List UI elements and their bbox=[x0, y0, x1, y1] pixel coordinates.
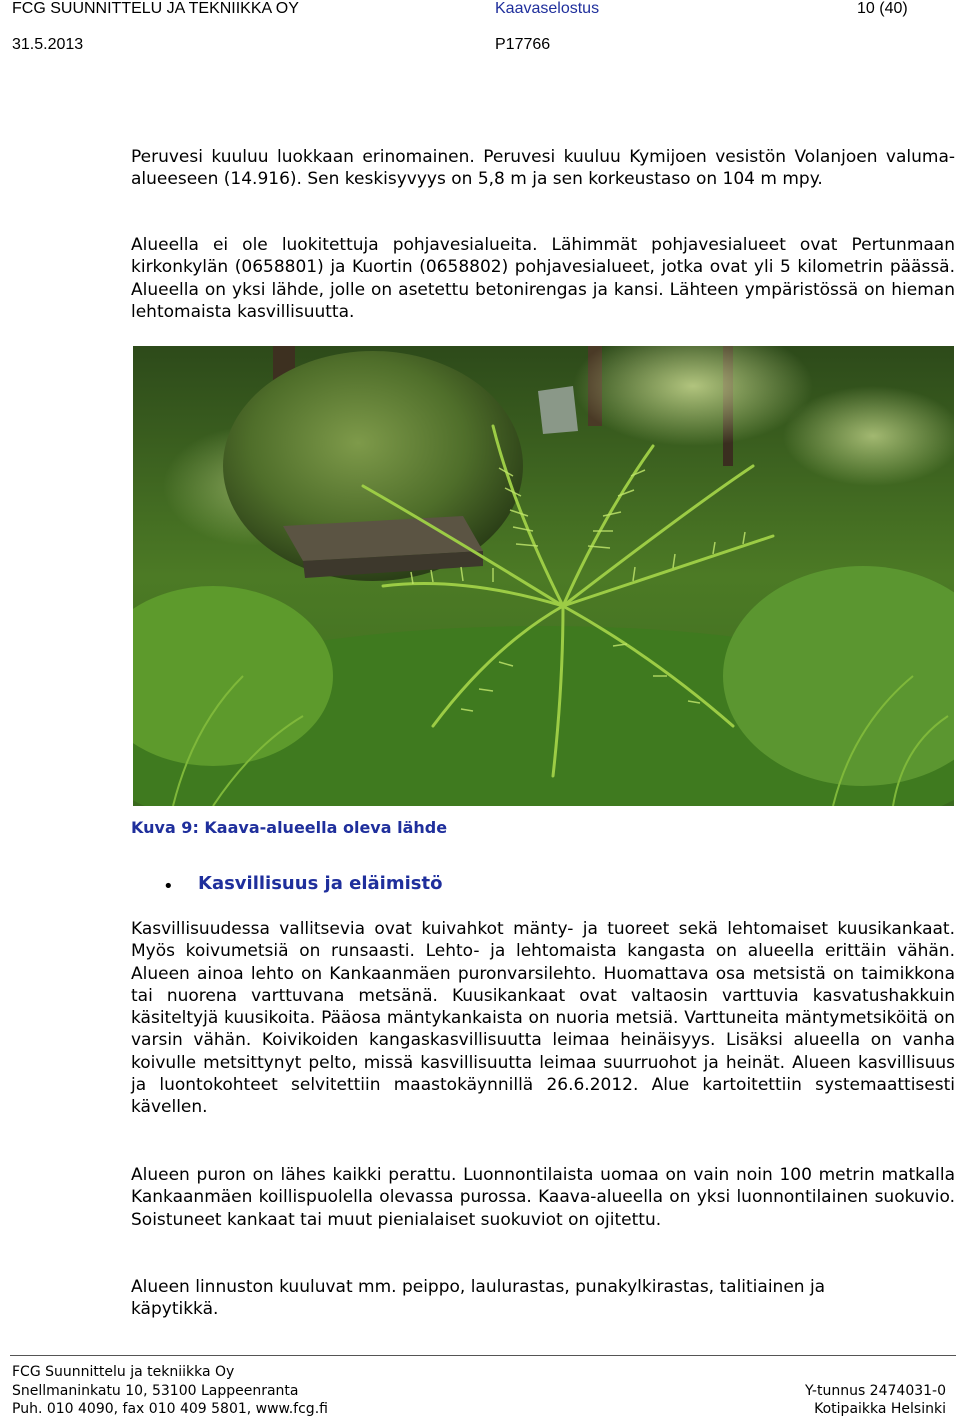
paragraph-purot: Alueen puron on lähes kaikki perattu. Luonnontilaista uomaa on vain noin 100 metrin matkalla Kankaanmäen koillispuolella olevassa purossa. Kaava-alueella on yksi luonnontilainen suokuvio. Soistuneet kankaat tai muut pienialaiset suokuviot on ojitettu. bbox=[131, 1165, 955, 1230]
header-date: 31.5.2013 bbox=[12, 36, 84, 53]
paragraph-peruvesi: Peruvesi kuuluu luokkaan erinomainen. Peruvesi kuuluu Kymijoen vesistön Volanjoen valuma-alueeseen (14.916). Sen keskisyvyys on 5,8 m ja sen korkeustaso on 104 m mpy. bbox=[131, 147, 955, 190]
footer-divider bbox=[10, 1355, 956, 1356]
footer-address: Snellmaninkatu 10, 53100 Lappeenranta bbox=[12, 1383, 299, 1399]
paragraph-linnusto: Alueen linnuston kuuluvat mm. peippo, laulurastas, punakylkirastas, talitiainen ja käpytikkä. bbox=[131, 1277, 826, 1320]
header-page-number: 10 (40) bbox=[857, 0, 908, 17]
photo-caption: Kuva 9: Kaava-alueella oleva lähde bbox=[131, 818, 448, 837]
footer-ytunnus: Y-tunnus 2474031-0 bbox=[805, 1383, 946, 1399]
header-project-number: P17766 bbox=[495, 36, 551, 53]
photo-spring-ferns bbox=[133, 346, 954, 806]
header-company: FCG SUUNNITTELU JA TEKNIIKKA OY bbox=[12, 0, 299, 17]
section-heading: Kasvillisuus ja eläimistö bbox=[198, 873, 443, 894]
paragraph-kasvillisuus: Kasvillisuudessa vallitsevia ovat kuivahkot mänty- ja tuoreet sekä lehtomaiset kuusikankaat. Myös koivumetsiä on runsaasti. Lehto- ja lehtomaista kangasta on alueella erittäin vähän. Alueen ainoa lehto on Kankaanmäen puronvarsilehto. Huomattava osa metsistä on taimikkona tai nuorena varttuvana metsänä. Kuusikankaat ovat valtaosin varttuvia kasvatushakkuin käsiteltyjä kuusikoita. Pääosa mäntykankaista on nuoria metsiä. Varttuneita mäntymetsiköitä on varsin vähän. Koivikoiden kangaskasvillisuutta leimaa heinäisyys. Lisäksi alueella on vanha koivulle metsittynyt pelto, missä kasvillisuutta leimaa suurruohot ja heinät. Alueen kasvillisuus ja luontokohteet selvitettiin maastokäynnillä 26.6.2012. Alue kartoitettiin systemaattisesti kävellen. bbox=[131, 919, 955, 1118]
footer-contact: Puh. 010 4090, fax 010 409 5801, www.fcg.fi bbox=[12, 1401, 328, 1417]
footer-domicile: Kotipaikka Helsinki bbox=[814, 1401, 946, 1417]
paragraph-pohjavesi: Alueella ei ole luokitettuja pohjavesialueita. Lähimmät pohjavesialueet ovat Pertunmaan kirkonkylän (0658801) ja Kuortin (0658802) pohjavesialueet, jotka ovat yli 5 kilometrin päässä. Alueella on yksi lähde, jolle on asetettu betonirengas ja kansi. Lähteen ympäristössä on hieman lehtomaista kasvillisuutta. bbox=[131, 235, 955, 322]
footer-company: FCG Suunnittelu ja tekniikka Oy bbox=[12, 1364, 235, 1380]
bullet-icon: • bbox=[163, 876, 174, 897]
header-doc-title: Kaavaselostus bbox=[495, 0, 600, 17]
